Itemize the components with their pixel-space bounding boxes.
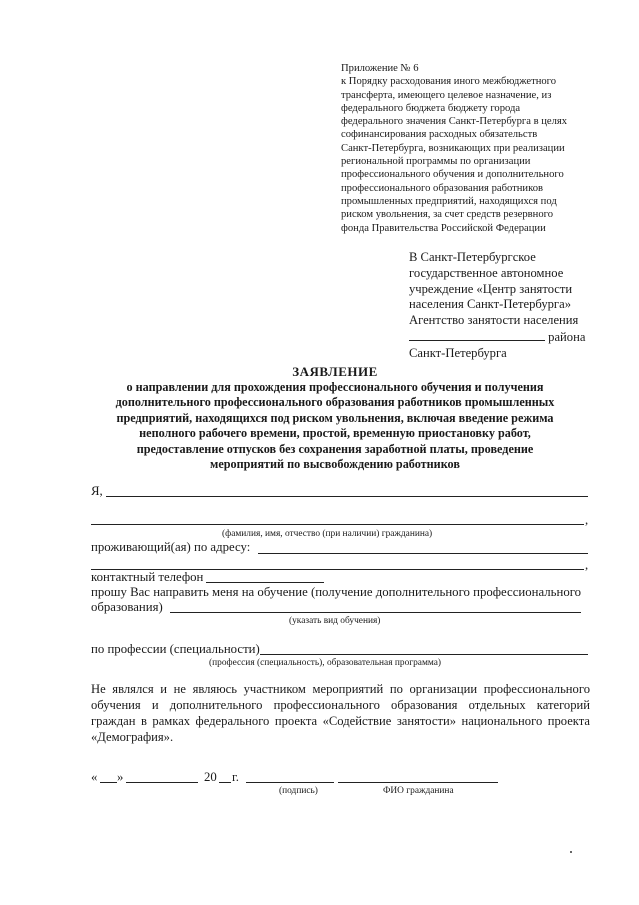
fullname-field[interactable] bbox=[338, 782, 498, 783]
appendix-line: к Порядку расходования иного межбюджетного bbox=[341, 76, 557, 88]
declaration-line: «Демография». bbox=[91, 730, 174, 744]
appendix-line: фонда Правительства Российской Федерации bbox=[341, 222, 546, 234]
document-heading bbox=[70, 364, 600, 472]
heading-line: предоставление отпусков без сохранения заработной платы, проведение bbox=[136, 441, 534, 456]
declaration-line: обучения и дополнительного профессионального образования отдельных категорий bbox=[91, 698, 590, 712]
fio-field-line-2[interactable] bbox=[91, 524, 584, 525]
address-field-line-1[interactable] bbox=[258, 553, 588, 554]
appendix-line: федерального значения Санкт-Петербурга в целях bbox=[341, 116, 568, 128]
request-line: прошу Вас направить меня на обучение (получение дополнительного профессионального bbox=[91, 585, 582, 599]
year-prefix: 20 bbox=[204, 770, 217, 784]
addressee-line: Агентство занятости населения bbox=[409, 313, 579, 328]
date-close-quote: » bbox=[117, 770, 124, 784]
scan-speck bbox=[570, 851, 572, 853]
declaration-line: Не являлся и не являюсь участником мероприятий по организации профессионального bbox=[91, 682, 590, 696]
training-field[interactable] bbox=[170, 612, 581, 613]
comma: , bbox=[585, 558, 589, 572]
appendix-line: Приложение № 6 bbox=[341, 63, 419, 74]
profession-field[interactable] bbox=[260, 654, 588, 655]
comma: , bbox=[585, 513, 589, 527]
profession-caption: (профессия (специальность), образовательная программа) bbox=[209, 658, 442, 668]
ya-label: Я, bbox=[91, 484, 103, 498]
heading-line: о направлении для прохождения профессионального обучения и получения bbox=[126, 380, 544, 394]
appendix-line: региональной программы по организации bbox=[341, 156, 531, 168]
addressee-line: государственное автономное bbox=[409, 265, 564, 280]
training-caption: (указать вид обучения) bbox=[289, 616, 381, 626]
year-field[interactable] bbox=[219, 782, 231, 783]
appendix-line: Санкт-Петербурга, возникающих при реализации bbox=[341, 142, 565, 154]
appendix-line: трансферта, имеющего целевое назначение, из bbox=[341, 89, 552, 101]
appendix-line: промышленных предприятий, находящихся под bbox=[341, 195, 557, 207]
heading-line: мероприятий по высвобождению работников bbox=[210, 457, 460, 472]
appendix-line: риском увольнения, за счет средств резервного bbox=[341, 209, 554, 221]
document-title: ЗАЯВЛЕНИЕ bbox=[292, 364, 378, 379]
date-open-quote: « bbox=[91, 770, 98, 784]
addressee-line: населения Санкт-Петербурга» bbox=[409, 297, 571, 312]
year-suffix: г. bbox=[232, 770, 240, 784]
request-line: образования) bbox=[91, 600, 163, 614]
profession-label: по профессии (специальности) bbox=[91, 642, 260, 656]
fio-caption: (фамилия, имя, отчество (при наличии) гражданина) bbox=[222, 529, 433, 539]
declaration-paragraph bbox=[91, 681, 590, 745]
phone-field[interactable] bbox=[206, 582, 324, 583]
district-blank[interactable] bbox=[409, 329, 545, 341]
heading-line: дополнительного профессионального образования работников промышленных bbox=[115, 395, 555, 410]
fio-field-line-1[interactable] bbox=[106, 496, 588, 497]
appendix-line: профессионального образования работников bbox=[341, 182, 543, 194]
district-line bbox=[409, 329, 609, 346]
address-label: проживающий(ая) по адресу: bbox=[91, 540, 251, 554]
heading-line: неполного рабочего времени, простой, временную приостановку работ, bbox=[139, 426, 531, 441]
month-field[interactable] bbox=[126, 782, 198, 783]
addressee-block bbox=[409, 250, 609, 362]
district-word: района bbox=[548, 329, 586, 344]
appendix-line: профессионального обучения и дополнительного bbox=[341, 169, 564, 181]
heading-line: предприятий, находящихся под риском увольнения, включая введение режима bbox=[116, 410, 554, 425]
fullname-caption: ФИО гражданина bbox=[383, 786, 454, 796]
phone-label: контактный телефон bbox=[91, 570, 204, 584]
appendix-block bbox=[341, 62, 581, 235]
day-field[interactable] bbox=[100, 782, 117, 783]
addressee-line: В Санкт-Петербургское bbox=[409, 250, 536, 264]
appendix-line: федерального бюджета бюджету города bbox=[341, 102, 521, 114]
addressee-line: Санкт-Петербурга bbox=[409, 345, 507, 360]
declaration-line: граждан в рамках федерального проекта «Содействие занятости» национального проекта bbox=[91, 714, 590, 728]
signature-field[interactable] bbox=[246, 782, 334, 783]
addressee-line: учреждение «Центр занятости bbox=[409, 281, 573, 296]
signature-caption: (подпись) bbox=[279, 786, 318, 796]
appendix-line: софинансирования расходных обязательств bbox=[341, 129, 538, 141]
